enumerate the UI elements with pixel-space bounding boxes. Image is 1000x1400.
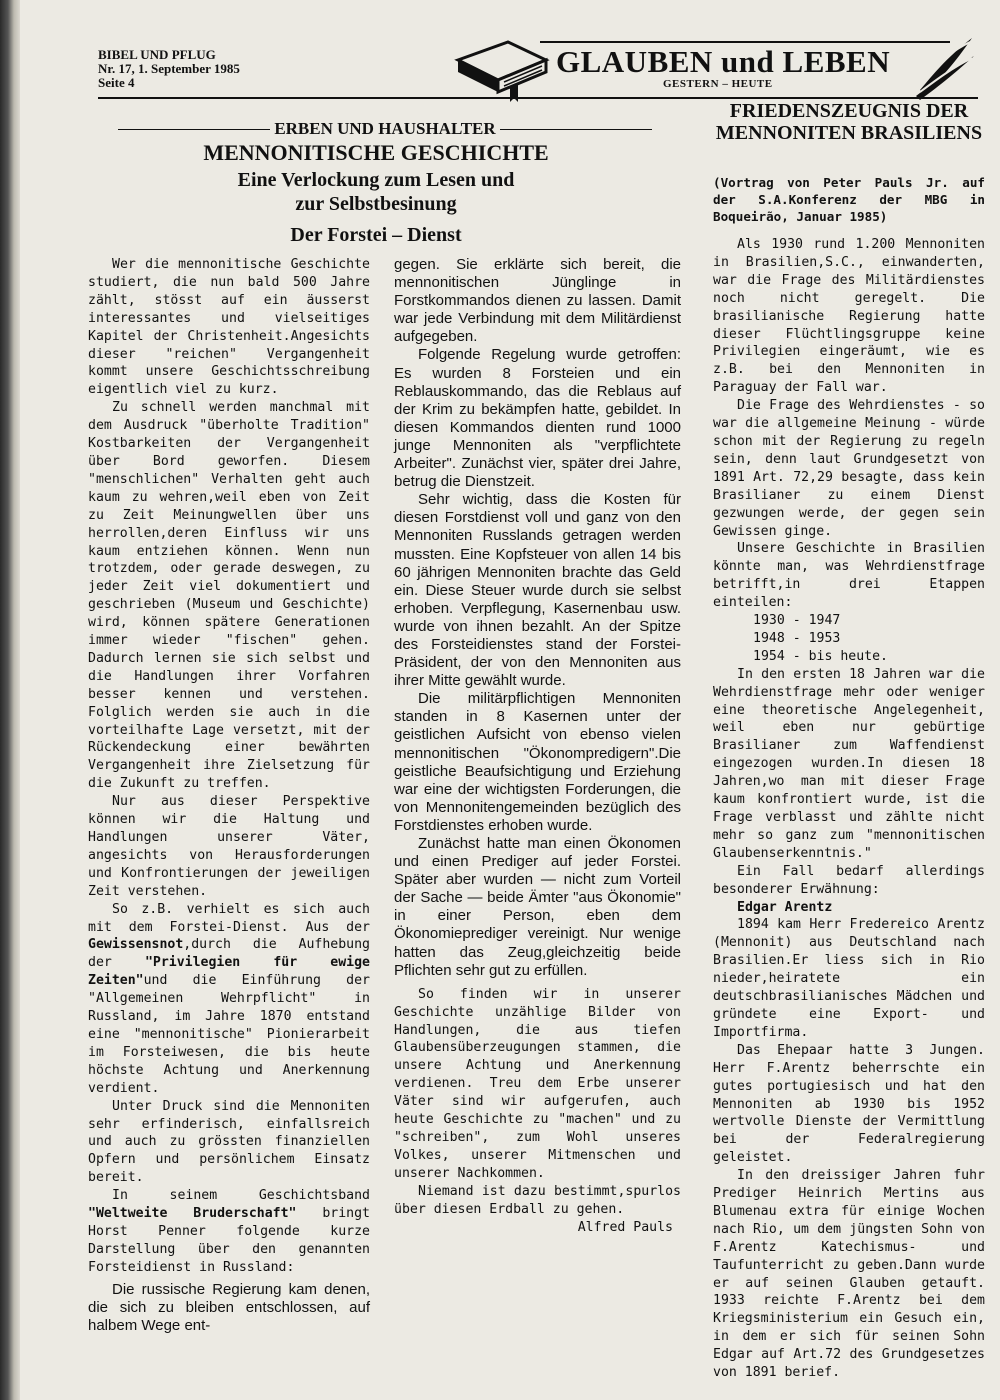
publication-name: BIBEL UND PFLUG xyxy=(98,47,216,62)
book-icon xyxy=(452,38,552,104)
section-label: ERBEN UND HAUSHALTER xyxy=(274,119,496,139)
paragraph: Niemand ist dazu bestimmt,spurlos über diesen Erdball zu gehen. xyxy=(394,1183,681,1217)
text-run: In seinem Geschichtsband xyxy=(112,1188,370,1204)
emphasis: "Privilegien für ewige Zeiten" xyxy=(88,955,370,989)
quote-paragraph: gegen. Sie erklärte sich bereit, die mennonitischen Jünglinge in Forstkommandos dienen zu lassen. Damit war jede Verbindung mit dem Militärdienst aufgegeben. xyxy=(394,256,681,346)
period-item: 1954 - bis heute. xyxy=(753,648,888,664)
section-heading xyxy=(86,118,684,139)
article-subtitle-line1: Eine Verlockung zum Lesen und xyxy=(237,169,515,191)
article-subtitle-line2: zur Selbstbesinung xyxy=(295,193,457,215)
article2-subtitle: (Vortrag von Peter Pauls Jr. auf der S.A.Konferenz der MBG in Boqueirão, Januar 1985) xyxy=(713,175,985,224)
text-run: und die Einführung der "Allgemeinen Wehrpflicht" in Russland, im Jahre 1870 entstand eine "mennonitische" Pionierarbeit im Forsteiwesen, die bis heute höchste Achtung und Anerkennung verdient. xyxy=(88,973,370,1096)
wheat-feather-icon xyxy=(912,32,976,102)
author-signature: Alfred Pauls xyxy=(577,1219,673,1235)
brand-subtitle: GESTERN – HEUTE xyxy=(663,78,773,90)
paragraph: Zu schnell werden manchmal mit dem Ausdruck "überholte Tradition" Kostbarkeiten der Vergangenheit über Bord geworfen. Diesem "menschlichen" Verhalten geht auch kaum zu wehren,weil eben von Zeit zu Zeit Meinungwellen über uns herrollen,deren Einfluss wir uns kaum entziehen können. Wenn nun trotzdem, oder gerade deswegen, zu jeder Zeit viel dokumentiert und geschrieben (Museum und Geschichte) wird, können spätere Generationen immer wieder "fischen" gehen. Dadurch lernen sie sich selbst und die Handlungen ihrer Vorfahren besser kennen und verstehen. Folglich werden sie auch in die vorteilhafte Lage versetzt, mit der Rückendeckung einer bewährten Vergangenheit ihre Zielsetzung für die Zukunft zu treffen. xyxy=(88,400,370,792)
article-title: MENNONITISCHE GESCHICHTE xyxy=(203,140,549,165)
paragraph xyxy=(88,901,370,1098)
article-column-1 xyxy=(88,256,370,1335)
paragraph: Unter Druck sind die Mennoniten sehr erfinderisch, einfallsreich und auch zu grössten finanziellen Opfern und persönlichem Einsatz bereit. xyxy=(88,1098,370,1186)
paragraph: Die Frage des Wehrdienstes - so war die allgemeine Meinung - würde schon mit der Regierung zu regeln sein, denn laut Grundgesetzt von 1891 Art. 72,29 besagte, dass kein Brasilianer zu einem Dienst gezwungen werde, der gegen sein Gewissen ginge. xyxy=(713,398,985,539)
brand-title: GLAUBEN und LEBEN xyxy=(556,44,891,79)
issue-info xyxy=(98,48,240,90)
article-column-3 xyxy=(713,236,985,1382)
masthead-top-rule xyxy=(540,41,950,43)
emphasis: Gewissensnot xyxy=(88,937,184,953)
paragraph xyxy=(88,1187,370,1277)
quote-paragraph: Zunächst hatte man einen Ökonomen und einen Prediger auf jeder Forstei. Später aber wurden — nicht zum Vorteil der Sache — beide Ämter "aus Ökonomie" in einer Person, eben dem Ökonomieprediger vereinigt. Nur wenige hatten das Zeug,gleichzeitig beide Pflichten sehr gut zu erfüllen. xyxy=(394,835,681,979)
paragraph: So finden wir in unserer Geschichte unzählige Bilder von Handlungen, die aus tiefen Glaubensüberzeugungen stammen, die unsere Achtung und Anerkennung verdienen. Treu dem Erbe unserer Väter sind wir aufgerufen, auch heute Geschichte zu "machen" und zu "schreiben", zum Wohl unseres Volkes, unserer Mitmenschen und unserer Nachkommen. xyxy=(394,986,681,1181)
section-rule-left xyxy=(118,129,270,130)
quote-paragraph: Die russische Regierung kam denen, die sich zu bleiben entschlossen, auf halbem Wege ent- xyxy=(88,1280,370,1334)
text-run: ,durch die Aufhebung der xyxy=(88,937,370,971)
paragraph: 1894 kam Herr Fredereico Arentz (Mennonit) aus Deutschland nach Brasilien.Er liess sich in Rio nieder,heiratete ein deutschbrasilianisches Mädchen und gründete eine Export- und Importfirma. xyxy=(713,917,985,1040)
article-subtitle xyxy=(86,168,666,216)
binding-spine xyxy=(0,0,20,1400)
quote-paragraph: Folgende Regelung wurde getroffen: Es wurden 8 Forsteien und ein Reblauskommando, das die Reblaus auf der Krim zu bekämpfen hatte, gebildet. In diesen Kommandos dienten rund 1000 junge Mennoniten als "verpflichtete Arbeiter". Zunächst vier, später drei Jahre, betrug die Dienstzeit. xyxy=(394,346,681,491)
paragraph: Das Ehepaar hatte 3 Jungen. Herr F.Arentz beherrschte ein gutes portugiesisch und hat den Mennoniten ab 1930 bis 1952 wertvolle Dienste der Vermittlung bei der Federalregierung geleistet. xyxy=(713,1042,985,1166)
paragraph: In den dreissiger Jahren fuhr Prediger Heinrich Mertins aus Blumenau extra für einige Wochen nach Rio, um dem jüngsten Sohn von F.Arentz Katechismus- und Taufunterricht zu geben.Dann wurde er auf seinen Glauben getauft. 1933 reichte F.Arentz bei dem Kriegsministerium ein Gesuch ein, in dem er sich für seinen Sohn Edgar auf Art.72 des Grundgesetzes von 1891 berief. xyxy=(713,1168,985,1381)
book-title: "Weltweite Bruderschaft" xyxy=(88,1206,297,1222)
text-run: So z.B. verhielt es sich auch mit dem Forstei-Dienst. Aus der xyxy=(88,901,370,935)
article-heading: Der Forstei – Dienst xyxy=(290,224,462,246)
section-rule-right xyxy=(500,129,652,130)
article-column-2 xyxy=(394,256,681,1236)
period-item: 1930 - 1947 xyxy=(753,613,841,629)
paragraph: Ein Fall bedarf allerdings besonderer Erwähnung: xyxy=(713,863,985,897)
period-item: 1948 - 1953 xyxy=(753,630,841,646)
paragraph: Unsere Geschichte in Brasilien könnte man, was Wehrdienstfrage betrifft,in drei Etappen einteilen: xyxy=(713,541,985,611)
paragraph: Nur aus dieser Perspektive können wir die Haltung und Handlungen unserer Väter, angesichts von Herausforderungen und Konfrontierungen der jeweiligen Zeit verstehen. xyxy=(88,794,370,899)
quote-paragraph: Die militärpflichtigen Mennoniten standen in 8 Kasernen unter der geistlichen Aufsicht von ebenso vielen mennonitischen "Ökonompredigern".Die geistliche Beaufsichtigung und Erziehung war eine der wichtigsten Forderungen, die von Mennonitengemeinden bezüglich des Forstdienstes erhoben wurde. xyxy=(394,690,681,834)
page-number: Seite 4 xyxy=(98,75,135,90)
text-run: bringt Horst Penner folgende kurze Darstellung über den genannten Forsteidienst in Russland: xyxy=(88,1206,370,1275)
paragraph: Als 1930 rund 1.200 Mennoniten in Brasilien,S.C., einwanderten, war die Frage des Militärdienstes noch nicht geregelt. Die brasilianische Regierung hatte dieser Flüchtlingsgruppe keine Privilegien eingeräumt, wie es z.B. bei den Mennoniten in Paraguay der Fall war. xyxy=(713,237,985,396)
paragraph: In den ersten 18 Jahren war die Wehrdienstfrage mehr oder weniger eine theoretische Angelegenheit, weil eben nur gebürtige Brasilianer zum Waffendienst eingezogen wurden.In diesen 18 Jahren,wo man mit dieser Frage kaum konfrontiert wurde, ist die Frage verblasst und zählte nicht mehr so ganz zum "mennonitischen Glaubenserkenntnis." xyxy=(713,666,985,861)
issue-number: Nr. 17, 1. September 1985 xyxy=(98,61,240,76)
article2-title: FRIEDENSZEUGNIS DER MENNONITEN BRASILIENS xyxy=(715,100,983,144)
quote-paragraph: Sehr wichtig, dass die Kosten für diesen Forstdienst voll und ganz von den Mennoniten Russlands getragen werden mussten. Eine Kopfsteuer von allen 14 bis 60 jährigen Mennoniten brachte das Geld ein. Diese Steuer wurde durch sie selbst erhoben. Verpflegung, Kasernenbau usw. wurde von ihnen bezahlt. An der Spitze des Forsteidienstes stand der Forstei-Präsident, der von den Mennoniten aus ihrer Mitte gewählt wurde. xyxy=(394,491,681,690)
paragraph: Wer die mennonitische Geschichte studiert, die nun bald 500 Jahre zählt, stösst auf ein äusserst interessantes und vielseitiges Kapitel der Christenheit.Angesichts dieser "reichen" Vergangenheit kommt unsere Geschichtsschreibung eigentlich viel zu kurz. xyxy=(88,257,370,398)
person-name: Edgar Arentz xyxy=(737,899,833,915)
